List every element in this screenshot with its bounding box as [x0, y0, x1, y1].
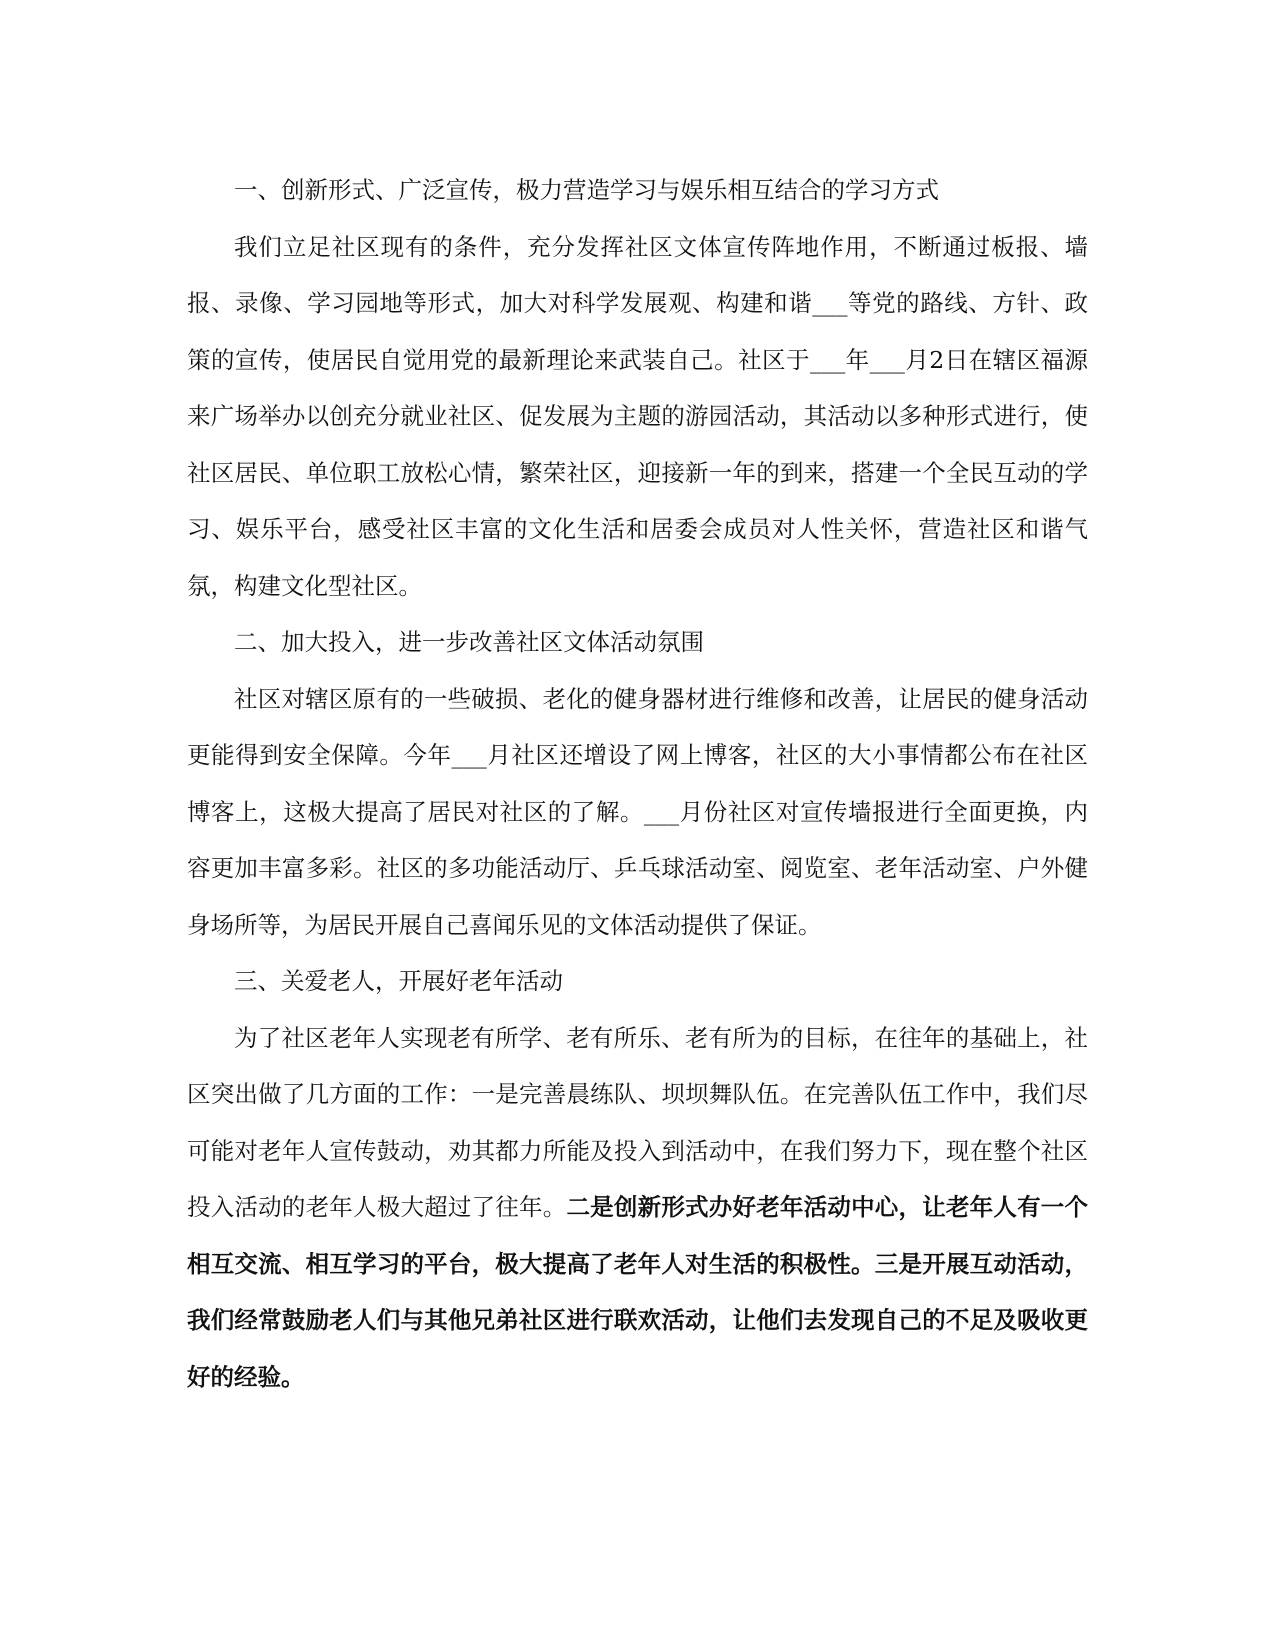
section-3-heading: 三、关爱老人，开展好老年活动 — [234, 967, 563, 995]
section-1-body: 我们立足社区现有的条件，充分发挥社区文体宣传阵地作用，不断通过板报、墙报、录像、学习园地等形式，加大对科学发展观、构建和谐___等党的路线、方针、政策的宣传，使居民自觉用党的最新理论来武装自己。社区于___年___月2日在辖区福源来广场举办以创充分就业社区、促发展为主题的游园活动，其活动以多种形式进行，使社区居民、单位职工放松心情，繁荣社区，迎接新一年的到来，搭建一个全民互动的学习、娱乐平台，感受社区丰富的文化生活和居委会成员对人性关怀，营造社区和谐气氛，构建文化型社区。 — [187, 232, 1088, 600]
section-3-body — [187, 1010, 1088, 1406]
section-2-body: 社区对辖区原有的一些破损、老化的健身器材进行维修和改善，让居民的健身活动更能得到安全保障。今年___月社区还增设了网上博客，社区的大小事情都公布在社区博客上，这极大提高了居民对社区的了解。___月份社区对宣传墙报进行全面更换，内容更加丰富多彩。社区的多功能活动厅、乒乓球活动室、阅览室、老年活动室、户外健身场所等，为居民开展自己喜闻乐见的文体活动提供了保证。 — [187, 684, 1088, 939]
section-3-body-regular: 为了社区老年人实现老有所学、老有所乐、老有所为的目标，在往年的基础上，社区突出做了几方面的工作：一是完善晨练队、坝坝舞队伍。在完善队伍工作中，我们尽可能对老年人宣传鼓动，劝其都力所能及投入到活动中，在我们努力下，现在整个社区投入活动的老年人极大超过了往年。 — [187, 1023, 1088, 1221]
document-page — [187, 162, 1088, 1405]
section-1-heading: 一、创新形式、广泛宣传，极力营造学习与娱乐相互结合的学习方式 — [234, 176, 939, 204]
section-2-heading: 二、加大投入，进一步改善社区文体活动氛围 — [234, 628, 704, 656]
section-3-body-bold: 二是创新形式办好老年活动中心，让老年人有一个相互交流、相互学习的平台，极大提高了老年人对生活的积极性。三是开展互动活动，我们经常鼓励老人们与其他兄弟社区进行联欢活动，让他们去发现自己的不足及吸收更好的经验。 — [187, 1193, 1089, 1391]
